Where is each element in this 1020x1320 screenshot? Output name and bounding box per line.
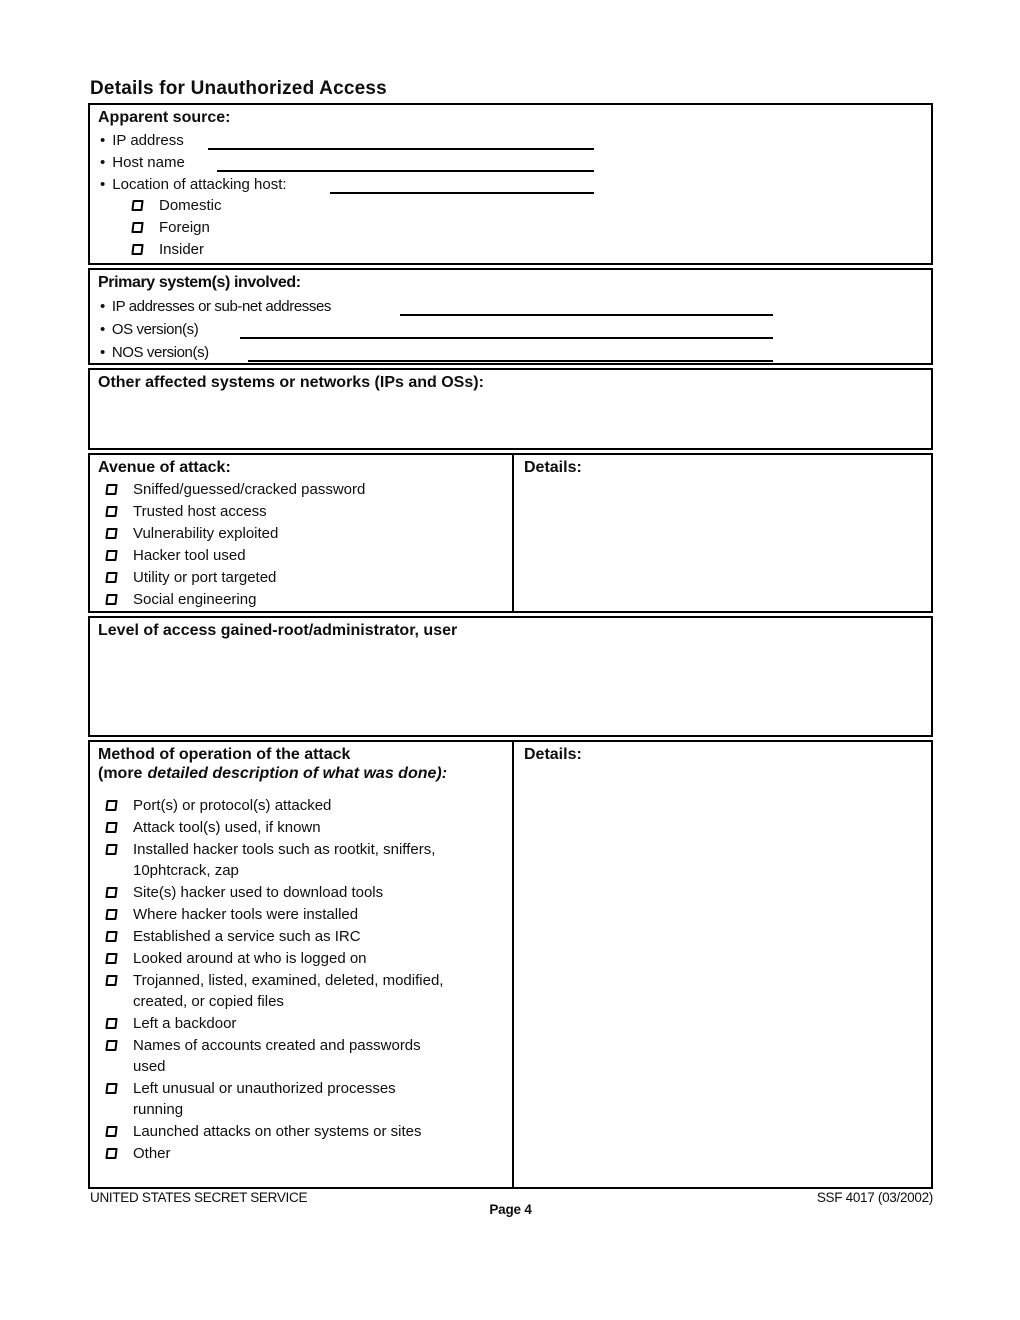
location-label: Location of attacking host: <box>112 176 287 193</box>
checkbox-insider-label: Insider <box>159 240 205 258</box>
checkbox-installed-tools[interactable] <box>105 844 117 855</box>
checkbox-row-sniffed-password <box>90 478 512 500</box>
avenue-details-column <box>514 455 931 611</box>
page-number: Page 4 <box>489 1202 532 1217</box>
checkbox-foreign[interactable] <box>131 222 143 233</box>
checkbox-hacker-tool[interactable] <box>105 550 117 561</box>
checkbox-domestic[interactable] <box>131 200 143 211</box>
checkbox-processes-running-label: Left unusual or unauthorized processes running <box>133 1080 396 1118</box>
host-name-label: Host name <box>112 154 185 171</box>
checkbox-sniffed-password[interactable] <box>105 484 117 495</box>
bullet-icon: • <box>100 154 106 171</box>
section-level-of-access <box>88 616 933 737</box>
method-heading-line1: Method of operation of the attack <box>98 746 351 763</box>
checkbox-attacks-launched[interactable] <box>105 1126 117 1137</box>
checkbox-trusted-host[interactable] <box>105 506 117 517</box>
checkbox-row-backdoor <box>90 1013 512 1034</box>
checkbox-social-engineering[interactable] <box>105 594 117 605</box>
method-checkbox-list <box>90 795 512 1164</box>
method-details-column <box>514 742 931 1187</box>
checkbox-utility-port-label: Utility or port targeted <box>133 568 277 586</box>
checkbox-backdoor[interactable] <box>105 1018 117 1029</box>
checkbox-irc-service[interactable] <box>105 931 117 942</box>
checkbox-installed-tools-label: Installed hacker tools such as rootkit, sniffers, 10phtcrack, zap <box>133 841 436 879</box>
checkbox-attack-tools[interactable] <box>105 822 117 833</box>
avenue-details-heading: Details: <box>524 459 582 476</box>
subnet-addresses-field[interactable] <box>400 298 773 316</box>
bullet-icon: • <box>100 132 106 149</box>
checkbox-logged-on-label: Looked around at who is logged on <box>133 950 367 967</box>
field-row-os-version <box>90 316 931 339</box>
checkbox-row-utility-port <box>90 566 512 588</box>
checkbox-row-processes-running <box>90 1078 512 1120</box>
method-details-heading: Details: <box>524 746 582 763</box>
avenue-details-input-area[interactable] <box>514 477 931 597</box>
checkbox-ports-attacked-label: Port(s) or protocol(s) attacked <box>133 797 332 814</box>
method-heading-line2 <box>90 764 512 784</box>
checkbox-processes-running[interactable] <box>105 1083 117 1094</box>
checkbox-other-label: Other <box>133 1145 171 1162</box>
checkbox-domestic-label: Domestic <box>159 196 222 214</box>
section-primary-systems <box>88 268 933 365</box>
field-row-location <box>90 172 931 194</box>
avenue-of-attack-heading: Avenue of attack: <box>98 459 231 476</box>
checkbox-attack-tools-label: Attack tool(s) used, if known <box>133 819 321 836</box>
checkbox-utility-port[interactable] <box>105 572 117 583</box>
checkbox-row-trusted-host <box>90 500 512 522</box>
checkbox-irc-service-label: Established a service such as IRC <box>133 928 361 945</box>
checkbox-trusted-host-label: Trusted host access <box>133 502 267 520</box>
method-heading-line2-italic: detailed description of what was done): <box>147 765 448 782</box>
host-name-field[interactable] <box>217 154 594 172</box>
subnet-label: IP addresses or sub-net addresses <box>111 298 332 315</box>
unauthorized-access-form <box>88 103 933 1192</box>
checkbox-sniffed-password-label: Sniffed/guessed/cracked password <box>133 480 366 498</box>
field-row-host-name <box>90 150 931 172</box>
checkbox-foreign-label: Foreign <box>159 218 210 236</box>
section-avenue-of-attack <box>88 453 933 613</box>
checkbox-row-ports-attacked <box>90 795 512 816</box>
field-row-subnet <box>90 293 931 316</box>
method-of-operation-column <box>90 742 514 1187</box>
checkbox-file-tampering-label: Trojanned, listed, examined, deleted, modified, created, or copied files <box>133 972 444 1010</box>
os-version-field[interactable] <box>240 321 773 339</box>
checkbox-row-installed-tools <box>90 839 512 881</box>
nos-version-field[interactable] <box>248 344 773 362</box>
level-of-access-heading: Level of access gained-root/administrator, user <box>98 622 458 639</box>
checkbox-row-domestic <box>90 194 931 216</box>
page-title: Details for Unauthorized Access <box>90 78 387 99</box>
section-other-affected <box>88 368 933 450</box>
checkbox-download-sites-label: Site(s) hacker used to download tools <box>133 884 384 901</box>
checkbox-row-download-sites <box>90 882 512 903</box>
bullet-icon: • <box>100 176 106 193</box>
checkbox-tools-location[interactable] <box>105 909 117 920</box>
checkbox-row-vulnerability <box>90 522 512 544</box>
checkbox-row-social-engineering <box>90 588 512 610</box>
field-row-ip-address <box>90 128 931 150</box>
checkbox-row-logged-on <box>90 948 512 969</box>
page-footer <box>88 1189 933 1217</box>
checkbox-insider[interactable] <box>131 244 143 255</box>
footer-form-number: SSF 4017 (03/2002) <box>816 1190 933 1205</box>
ip-address-field[interactable] <box>208 132 594 150</box>
bullet-icon: • <box>100 344 105 361</box>
footer-agency-text: UNITED STATES SECRET SERVICE <box>90 1190 308 1205</box>
checkbox-hacker-tool-label: Hacker tool used <box>133 546 246 564</box>
checkbox-row-other <box>90 1143 512 1164</box>
checkbox-tools-location-label: Where hacker tools were installed <box>133 906 359 923</box>
nos-version-label: NOS version(s) <box>111 344 209 361</box>
other-affected-heading: Other affected systems or networks (IPs and OSs): <box>98 374 484 391</box>
section-method-of-operation <box>88 740 933 1189</box>
checkbox-backdoor-label: Left a backdoor <box>133 1015 237 1032</box>
checkbox-row-attacks-launched <box>90 1121 512 1142</box>
checkbox-other[interactable] <box>105 1148 117 1159</box>
checkbox-social-engineering-label: Social engineering <box>133 590 257 608</box>
checkbox-download-sites[interactable] <box>105 887 117 898</box>
checkbox-row-tools-location <box>90 904 512 925</box>
checkbox-logged-on[interactable] <box>105 953 117 964</box>
checkbox-row-hacker-tool <box>90 544 512 566</box>
checkbox-attacks-launched-label: Launched attacks on other systems or sites <box>133 1123 422 1140</box>
field-row-nos-version <box>90 339 931 362</box>
avenue-of-attack-column <box>90 455 514 611</box>
checkbox-row-foreign <box>90 216 931 238</box>
checkbox-file-tampering[interactable] <box>105 975 117 986</box>
checkbox-row-attack-tools <box>90 817 512 838</box>
section-apparent-source <box>88 103 933 265</box>
checkbox-row-insider <box>90 238 931 260</box>
apparent-source-heading: Apparent source: <box>98 109 231 126</box>
method-details-input-area[interactable] <box>514 764 931 1164</box>
bullet-icon: • <box>100 298 105 315</box>
checkbox-accounts-created[interactable] <box>105 1040 117 1051</box>
method-heading-line2-plain: (more <box>98 765 143 782</box>
bullet-icon: • <box>100 321 105 338</box>
level-of-access-input-area[interactable] <box>90 641 931 731</box>
checkbox-row-file-tampering <box>90 970 512 1012</box>
other-affected-input-area[interactable] <box>90 393 931 445</box>
checkbox-row-accounts-created <box>90 1035 512 1077</box>
checkbox-ports-attacked[interactable] <box>105 800 117 811</box>
location-field[interactable] <box>330 176 594 194</box>
checkbox-accounts-created-label: Names of accounts created and passwords used <box>133 1037 421 1075</box>
checkbox-vulnerability[interactable] <box>105 528 117 539</box>
checkbox-row-irc-service <box>90 926 512 947</box>
os-version-label: OS version(s) <box>111 321 199 338</box>
primary-systems-heading: Primary system(s) involved: <box>98 274 301 291</box>
checkbox-vulnerability-label: Vulnerability exploited <box>133 524 279 542</box>
ip-address-label: IP address <box>112 132 184 149</box>
